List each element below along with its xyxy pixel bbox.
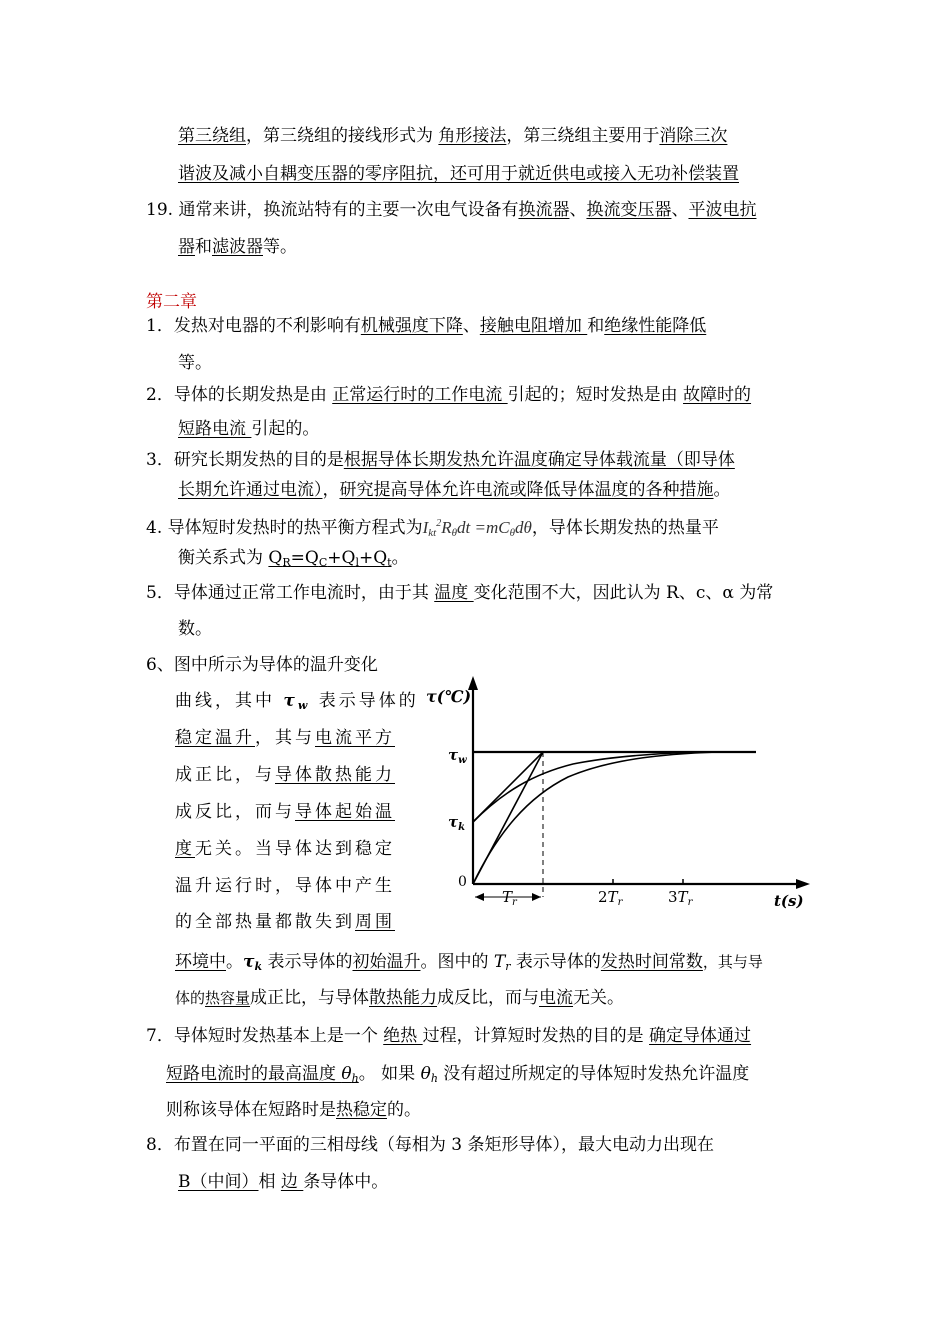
question-3: 3．研究长期发热的目的是根据导体长期发热允许温度确定导体载流量（即导体 [146,450,735,470]
tr-span-arrow-left [475,893,484,901]
question-1-cont: 等。 [178,353,212,373]
question-6: 6、图中所示为导体的温升变化 [146,655,378,675]
question-6-line: 度无关。当导体达到稳定 [175,839,395,859]
x-tick-tr: $T_r$ [502,888,517,908]
question-7: 7．导体短时发热基本上是一个 绝热 过程，计算短时发热的目的是 确定导体通过 [146,1026,752,1046]
question-8: 8．布置在同一平面的三相母线（每相为 3 条矩形导体），最大电动力出现在 [146,1135,714,1155]
question-6-line: 稳定温升，其与电流平方 [175,728,395,748]
x-axis-arrow [796,879,810,889]
y-tick-tauw: $\tau_w$ [448,746,467,766]
question-6-line: 环境中。$\tau_k$ 表示导体的初始温升。图中的 $T_r$ 表示导体的发热时间常数，其与导 [175,952,763,973]
y-axis-label: τ(℃) [426,687,472,706]
question-6-line: 成正比，与导体散热能力 [175,765,395,785]
question-5: 5．导体通过正常工作电流时，由于其 温度 变化范围不大，因此认为 R、c、α 为常 [146,583,774,603]
text-line: 谐波及减小自耦变压器的零序阻抗，还可用于就近供电或接入无功补偿装置 [178,164,739,184]
question-1: 1．发热对电器的不利影响有机械强度下降、接触电阻增加 和绝缘性能降低 [146,316,707,336]
text-line: 第三绕组，第三绕组的接线形式为 角形接法，第三绕组主要用于消除三次 [178,126,728,146]
question-4: 4. 导体短时发热时的热平衡方程式为$I_{kt}^2R_\theta dt =mC_\theta d\theta$，导体长期发热的热量平 [146,518,719,539]
question-3-cont: 长期允许通过电流），研究提高导体允许电流或降低导体温度的各种措施。 [178,480,731,500]
question-6-line: 体的热容量成正比，与导体散热能力成反比，而与电流无关。 [175,988,625,1008]
heat-balance-equation: $I_{kt}^2R_\theta dt =mC_\theta d\theta$ [422,518,532,539]
curve-from-zero [473,752,718,884]
item-19-cont: 器和滤波器等。 [178,237,297,257]
tangent-from-zero [473,752,543,884]
item-19: 19. 通常来讲，换流站特有的主要一次电气设备有换流器、换流变压器、平波电抗 [146,200,757,220]
question-4-cont: 衡关系式为 $Q_R=Q_C+Q_l+Q_t$。 [178,548,409,569]
temperature-rise-chart [418,672,818,922]
question-7-cont: 短路电流时的最高温度 $\theta_h$。 如果 $\theta_h$ 没有超过所规定的导体短时发热允许温度 [166,1064,750,1085]
question-6-line: 温升运行时，导体中产生 [175,876,395,896]
question-2: 2．导体的长期发热是由 正常运行时的工作电流 引起的；短时发热是由 故障时的 [146,385,752,405]
x-tick-2tr-label: $2T_r$ [598,888,623,908]
question-2-cont: 短路电流 引起的。 [178,419,320,439]
question-5-cont: 数。 [178,619,212,639]
question-8-cont: B（中间）相 边 条导体中。 [178,1172,389,1192]
chapter-title: 第二章 [146,292,197,312]
origin-label: 0 [458,874,467,890]
x-axis-label: t(s) [774,892,804,910]
question-7-cont: 则称该导体在短路时是热稳定的。 [166,1100,421,1120]
question-6-line: 曲线，其中 $\tau_w$ 表示导体的 [175,691,419,712]
tr-span-arrow-right [532,893,541,901]
question-6-line: 的全部热量都散失到周围 [175,912,395,932]
x-tick-3tr-label: $3T_r$ [668,888,693,908]
y-tick-tauk: $\tau_k$ [448,813,466,833]
question-6-line: 成反比，而与导体起始温 [175,802,395,822]
tangent-from-tauk [473,752,543,822]
